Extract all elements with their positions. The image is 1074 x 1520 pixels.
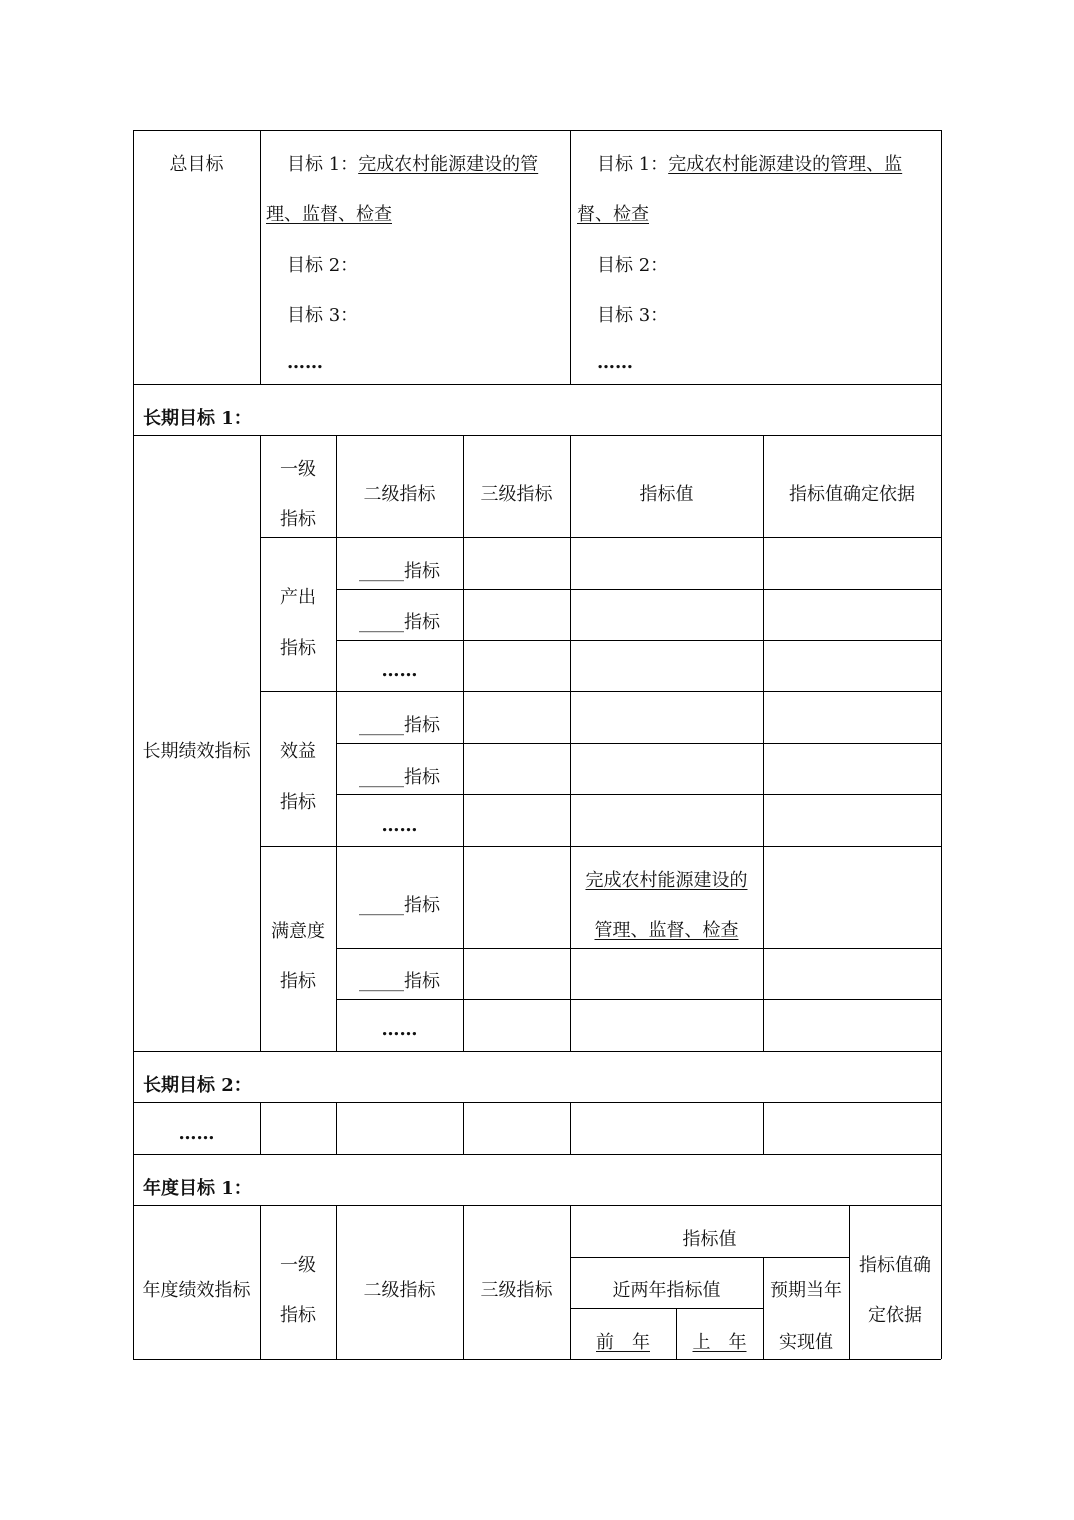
sub-indicator: _____指标 <box>359 767 440 788</box>
benefit-indicator-label: 指标 <box>280 792 316 813</box>
more-ellipsis: …… <box>287 352 323 373</box>
output-indicator-label: 产出 <box>280 587 316 608</box>
grid-line <box>133 130 941 131</box>
long-term-indicators-label: 长期绩效指标 <box>142 741 251 762</box>
grid-line <box>463 1102 464 1154</box>
goal1-underlined: 完成农村能源建设的管理、监 <box>668 154 903 175</box>
header-basis: 指标值确 <box>859 1255 931 1276</box>
grid-line <box>336 743 941 744</box>
annual-indicators-label: 年度绩效指标 <box>142 1280 251 1301</box>
grid-line <box>570 1102 571 1154</box>
goal1-text-cont: 理、监督、检查 <box>266 204 392 225</box>
grid-line <box>336 794 941 795</box>
grid-line <box>133 1205 941 1206</box>
grid-line <box>336 948 941 949</box>
grid-line <box>260 1102 261 1154</box>
sub-indicator: _____指标 <box>359 895 440 916</box>
header-level1: 指标 <box>280 1305 316 1326</box>
grid-line <box>260 1205 261 1359</box>
more-ellipsis: …… <box>381 660 418 681</box>
goal1-underlined: 完成农村能源建设的管 <box>358 154 539 175</box>
grid-line <box>133 1102 941 1103</box>
grid-line <box>570 1308 763 1309</box>
grid-line <box>463 435 464 1051</box>
long-term-goal-1-heading: 长期目标 1： <box>143 408 252 429</box>
header-level1: 一级 <box>280 459 316 480</box>
header-level3: 三级指标 <box>480 1280 553 1301</box>
long-term-goal-2-heading: 长期目标 2： <box>143 1075 252 1096</box>
goal1-text-cont: 督、检查 <box>577 204 649 225</box>
goal3-text: 目标 3： <box>597 305 669 326</box>
grid-line <box>260 130 261 384</box>
header-level3: 三级指标 <box>480 484 553 505</box>
header-expected: 实现值 <box>779 1332 833 1353</box>
sub-indicator: _____指标 <box>359 971 440 992</box>
grid-line <box>570 1257 849 1258</box>
header-expected: 预期当年 <box>770 1280 842 1301</box>
sub-indicator: _____指标 <box>359 561 440 582</box>
goal2-text: 目标 2： <box>597 255 669 276</box>
overall-goal-label: 总目标 <box>169 154 224 175</box>
output-indicator-label: 指标 <box>280 638 316 659</box>
grid-line <box>763 1102 764 1154</box>
header-level2: 二级指标 <box>363 1280 436 1301</box>
grid-line <box>336 589 941 590</box>
goal1-text <box>597 154 902 176</box>
more-ellipsis: …… <box>178 1123 215 1144</box>
satisfaction-value-text: 完成农村能源建设的 <box>585 870 748 891</box>
header-level1: 指标 <box>280 509 316 530</box>
grid-line <box>133 435 941 436</box>
header-basis: 定依据 <box>868 1305 922 1326</box>
annual-goal-1-heading: 年度目标 1： <box>143 1178 252 1199</box>
benefit-indicator-label: 效益 <box>280 741 316 762</box>
grid-line <box>570 130 571 384</box>
sub-indicator: _____指标 <box>359 715 440 736</box>
grid-line <box>336 1102 337 1154</box>
grid-line <box>763 435 764 1051</box>
grid-line <box>336 640 941 641</box>
grid-line <box>570 435 571 1051</box>
header-level2: 二级指标 <box>363 484 436 505</box>
header-prev-year: 前 年 <box>596 1332 650 1353</box>
grid-line <box>336 435 337 1051</box>
more-ellipsis: …… <box>381 815 418 836</box>
goal1-text <box>287 154 538 176</box>
grid-line <box>133 384 941 385</box>
header-value: 指标值 <box>639 484 694 505</box>
grid-line <box>133 1051 941 1052</box>
header-basis: 指标值确定依据 <box>789 484 915 505</box>
header-value: 指标值 <box>682 1229 737 1250</box>
grid-line <box>849 1205 850 1359</box>
satisfaction-indicator-label: 满意度 <box>271 921 325 942</box>
goal3-text: 目标 3： <box>287 305 359 326</box>
header-recent-two-years: 近两年指标值 <box>612 1280 721 1301</box>
grid-line <box>133 1154 941 1155</box>
goal1-prefix: 目标 1： <box>597 154 669 175</box>
satisfaction-value-text: 管理、监督、检查 <box>594 920 739 941</box>
grid-line <box>133 1359 941 1360</box>
grid-line <box>260 846 941 847</box>
more-ellipsis: …… <box>597 352 633 373</box>
header-last-year: 上 年 <box>692 1332 747 1353</box>
grid-line <box>260 691 941 692</box>
grid-line <box>336 999 941 1000</box>
goal1-prefix: 目标 1： <box>287 154 359 175</box>
satisfaction-indicator-label: 指标 <box>280 971 316 992</box>
header-level1: 一级 <box>280 1255 316 1276</box>
grid-line <box>941 130 942 1359</box>
more-ellipsis: …… <box>381 1019 418 1040</box>
goal2-text: 目标 2： <box>287 255 359 276</box>
sub-indicator: _____指标 <box>359 612 440 633</box>
grid-line <box>260 537 941 538</box>
